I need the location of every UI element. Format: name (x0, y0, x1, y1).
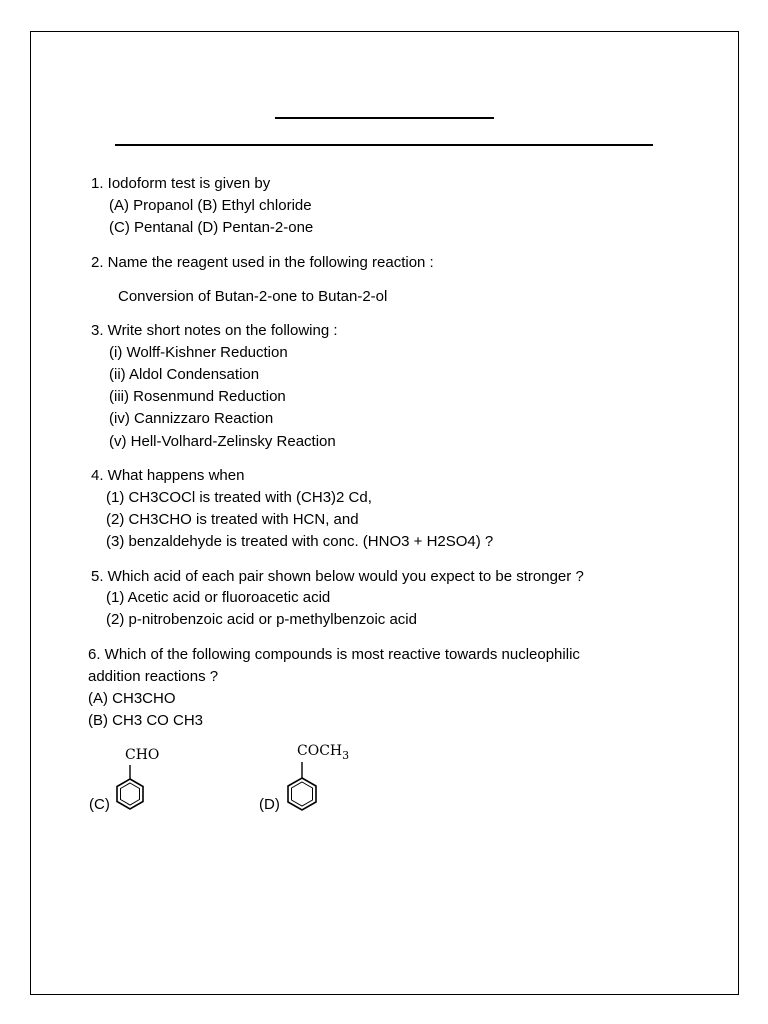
q4-item: (2) CH3CHO is treated with HCN, and (106, 511, 359, 528)
q6-option-b: (B) CH3 CO CH3 (88, 712, 204, 729)
q4-item: (1) CH3COCl is treated with (CH3)2 Cd, (106, 489, 372, 506)
question-1: 1. Iodoform test is given by (91, 175, 271, 192)
question-2: 2. Name the reagent used in the following reaction : (91, 254, 434, 271)
question-6-cont: addition reactions ? (88, 668, 219, 685)
q4-item: (3) benzaldehyde is treated with conc. (HNO3 + H2SO4) ? (106, 533, 494, 550)
coch3-text: COCH (297, 743, 343, 759)
question-6: 6. Which of the following compounds is most reactive towards nucleophilic (88, 646, 580, 663)
q5-item: (1) Acetic acid or fluoroacetic acid (106, 589, 331, 606)
title-rule-short (275, 117, 494, 119)
acetophenone-structure-icon (284, 762, 324, 814)
coch3-subscript: 3 (342, 748, 350, 762)
coch3-group-label (297, 743, 349, 762)
q3-item: (ii) Aldol Condensation (109, 366, 260, 383)
q6-option-a: (A) CH3CHO (88, 690, 176, 707)
question-5: 5. Which acid of each pair shown below would you expect to be stronger ? (91, 568, 584, 585)
q1-options-cd: (C) Pentanal (D) Pentan-2-one (109, 219, 314, 236)
question-3: 3. Write short notes on the following : (91, 322, 338, 339)
q2-detail: Conversion of Butan-2-one to Butan-2-ol (118, 288, 388, 305)
question-4: 4. What happens when (91, 467, 245, 484)
q6-option-d-label: (D) (259, 796, 280, 813)
title-rule-long (115, 144, 653, 146)
benzaldehyde-structure-icon (112, 765, 152, 815)
q3-item: (iii) Rosenmund Reduction (109, 388, 286, 405)
cho-group-label: CHO (125, 747, 160, 763)
q3-item: (v) Hell-Volhard-Zelinsky Reaction (109, 433, 336, 450)
q1-options-ab: (A) Propanol (B) Ethyl chloride (109, 197, 312, 214)
q5-item: (2) p-nitrobenzoic acid or p-methylbenzoic acid (106, 611, 417, 628)
q6-option-c-label: (C) (89, 796, 110, 813)
q3-item: (iv) Cannizzaro Reaction (109, 410, 274, 427)
q3-item: (i) Wolff-Kishner Reduction (109, 344, 288, 361)
